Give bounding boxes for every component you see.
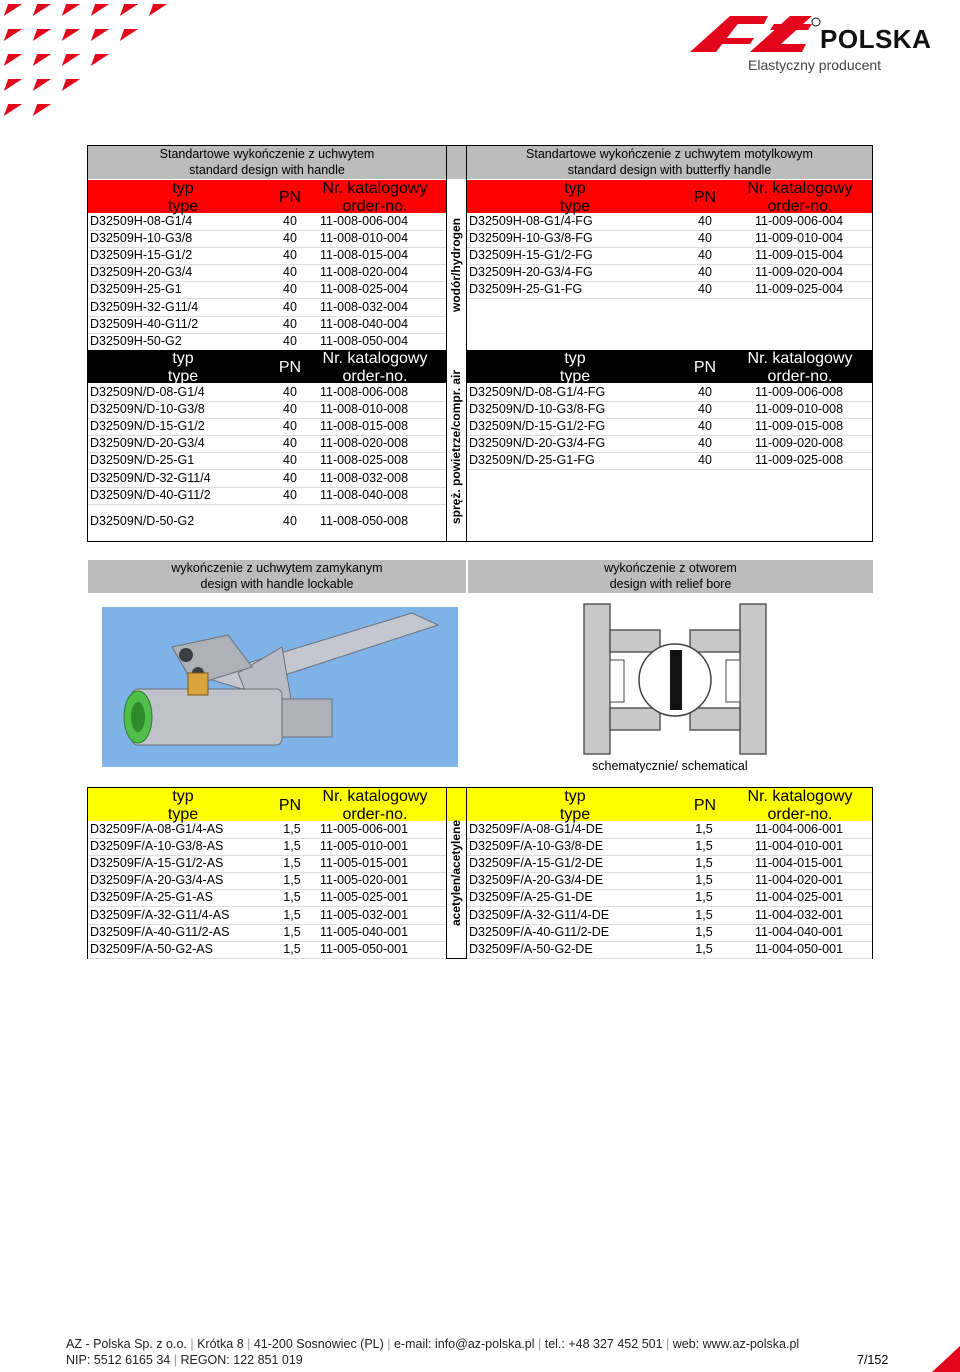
pn-cell: 40 <box>283 316 297 331</box>
order-no-cell: 11-008-010-004 <box>320 231 409 246</box>
decor-arrow-icon <box>91 54 109 66</box>
decorative-arrow-pattern <box>0 0 200 120</box>
pn-cell: 1,5 <box>695 890 713 905</box>
table-row <box>88 247 446 265</box>
order-no-cell: 11-009-020-004 <box>755 265 844 280</box>
table-row <box>88 418 446 436</box>
decor-arrow-icon <box>33 79 51 91</box>
decor-arrow-icon <box>33 54 51 66</box>
corner-arrow-icon <box>932 1346 960 1372</box>
order-no-cell: 11-009-010-004 <box>755 231 844 246</box>
footer-item: NIP: 5512 6165 34 <box>66 1353 171 1367</box>
type-cell: D32509H-20-G3/4-FG <box>469 265 593 280</box>
type-cell: D32509F/A-50-G2-DE <box>469 941 593 956</box>
table-row <box>467 907 872 925</box>
col-header-yellow-right <box>467 788 872 821</box>
table-row <box>88 821 446 839</box>
table-row <box>467 889 872 907</box>
pn-cell: 40 <box>283 514 297 528</box>
side-label-air: spręż. powietrze/compr. air <box>449 369 463 524</box>
pn-cell: 1,5 <box>283 941 301 956</box>
decor-arrow-icon <box>120 4 138 16</box>
order-no-cell: 11-009-006-004 <box>755 214 844 228</box>
table-row <box>467 384 872 402</box>
pn-cell: 40 <box>283 214 297 228</box>
order-no-cell: 11-009-015-004 <box>755 248 844 263</box>
decor-arrow-icon <box>62 29 80 41</box>
table-row <box>88 384 446 402</box>
col-typ-label: typ type <box>559 180 591 215</box>
footer-separator: | <box>243 1337 254 1351</box>
decor-arrow-icon <box>33 4 51 16</box>
top-right-header-pl: Standartowe wykończenie z uchwytem motylkowym <box>526 147 813 161</box>
col-typ-label: typ type <box>167 180 199 215</box>
pn-cell: 1,5 <box>695 924 713 939</box>
order-no-cell: 11-008-020-008 <box>320 436 409 451</box>
col-pn-label: PN <box>693 189 717 206</box>
table-row <box>88 401 446 419</box>
col-header-red-left <box>88 180 446 213</box>
schematic-caption: schematycznie/ schematical <box>592 759 748 773</box>
pn-cell: 40 <box>283 470 297 485</box>
order-no-cell: 11-009-020-008 <box>755 436 844 451</box>
footer-separator: | <box>170 1353 181 1367</box>
footer-separator: | <box>534 1337 545 1351</box>
table-row <box>88 941 446 959</box>
pn-cell: 40 <box>283 265 297 280</box>
order-no-cell: 11-008-006-008 <box>320 385 409 399</box>
top-left-header-pl: Standartowe wykończenie z uchwytem <box>159 147 375 161</box>
table-row <box>88 924 446 942</box>
type-cell: D32509F/A-10-G3/8-AS <box>90 839 224 854</box>
col-nr-label: Nr. katalogowy order-no. <box>322 180 428 215</box>
order-no-cell: 11-004-006-001 <box>755 822 844 836</box>
type-cell: D32509N/D-10-G3/8-FG <box>469 402 606 417</box>
table-row <box>467 924 872 942</box>
lockable-header-pl: wykończenie z uchwytem zamykanym <box>171 561 383 575</box>
table-row <box>88 213 446 231</box>
table-row <box>467 941 872 959</box>
footer-item: AZ - Polska Sp. z o.o. <box>66 1337 187 1351</box>
order-no-cell: 11-005-032-001 <box>320 907 409 922</box>
type-cell: D32509H-32-G11/4 <box>90 299 199 314</box>
type-cell: D32509N/D-40-G11/2 <box>90 487 211 502</box>
decor-arrow-icon <box>4 79 22 91</box>
type-cell: D32509N/D-08-G1/4 <box>90 385 205 399</box>
type-cell: D32509F/A-50-G2-AS <box>90 941 213 956</box>
order-no-cell: 11-008-025-008 <box>320 453 409 468</box>
type-cell: D32509H-40-G11/2 <box>90 316 199 331</box>
col-pn-label: PN <box>693 797 717 814</box>
decor-arrow-icon <box>62 4 80 16</box>
pn-cell: 1,5 <box>283 839 301 854</box>
table-row <box>88 333 446 351</box>
decor-arrow-icon <box>4 104 22 116</box>
footer-item: tel.: +48 327 452 501 <box>544 1337 663 1351</box>
type-cell: D32509F/A-40-G11/2-AS <box>90 924 230 939</box>
pn-cell: 1,5 <box>695 907 713 922</box>
type-cell: D32509N/D-10-G3/8 <box>90 402 205 417</box>
order-no-cell: 11-004-040-001 <box>755 924 844 939</box>
type-cell: D32509H-25-G1 <box>90 282 182 297</box>
col-header-yellow-gap <box>447 788 466 821</box>
order-no-cell: 11-004-050-001 <box>755 941 844 956</box>
relief-bore-schematic-image <box>580 600 770 760</box>
type-cell: D32509N/D-20-G3/4-FG <box>469 436 606 451</box>
col-header-yellow-left <box>88 788 446 821</box>
type-cell: D32509F/A-32-G11/4-AS <box>90 907 230 922</box>
order-no-cell: 11-004-015-001 <box>755 856 844 871</box>
table-row <box>467 838 872 856</box>
table-row <box>88 889 446 907</box>
table-row <box>467 230 872 248</box>
order-no-cell: 11-009-025-004 <box>755 282 844 297</box>
type-cell: D32509F/A-15-G1/2-AS <box>90 856 224 871</box>
order-no-cell: 11-008-015-004 <box>320 248 409 263</box>
top-section-divider <box>446 145 447 542</box>
order-no-cell: 11-004-032-001 <box>755 907 844 922</box>
table-row <box>88 487 446 505</box>
pn-cell: 1,5 <box>283 924 301 939</box>
pn-cell: 1,5 <box>283 856 301 871</box>
pn-cell: 1,5 <box>695 839 713 854</box>
decor-arrow-icon <box>62 54 80 66</box>
type-cell: D32509F/A-08-G1/4-DE <box>469 822 604 836</box>
pn-cell: 1,5 <box>695 941 713 956</box>
col-header-black-right <box>467 350 872 383</box>
pn-cell: 40 <box>698 214 712 228</box>
lockable-header-en: design with handle lockable <box>200 577 354 591</box>
order-no-cell: 11-004-020-001 <box>755 873 844 888</box>
type-cell: D32509H-10-G3/8-FG <box>469 231 593 246</box>
type-cell: D32509H-25-G1-FG <box>469 282 583 297</box>
order-no-cell: 11-008-010-008 <box>320 402 409 417</box>
order-no-cell: 11-009-015-008 <box>755 419 844 434</box>
decor-arrow-icon <box>149 4 167 16</box>
pn-cell: 40 <box>283 231 297 246</box>
col-pn-label: PN <box>278 797 302 814</box>
page-number: 7/152 <box>857 1353 889 1367</box>
top-left-header <box>88 146 446 179</box>
side-label-hydrogen: wodór/hydrogen <box>449 218 463 312</box>
type-cell: D32509F/A-20-G3/4-DE <box>469 873 604 888</box>
type-cell: D32509F/A-32-G11/4-DE <box>469 907 610 922</box>
type-cell: D32509F/A-15-G1/2-DE <box>469 856 604 871</box>
brand-tagline: Elastyczny producent <box>748 57 882 73</box>
table-row <box>88 435 446 453</box>
relief-bore-header-en: design with relief bore <box>609 577 732 591</box>
pn-cell: 40 <box>698 265 712 280</box>
decor-arrow-icon <box>91 29 109 41</box>
type-cell: D32509N/D-32-G11/4 <box>90 470 211 485</box>
order-no-cell: 11-004-010-001 <box>755 839 844 854</box>
order-no-cell: 11-008-032-004 <box>320 299 409 314</box>
table-row <box>467 213 872 231</box>
table-row <box>467 418 872 436</box>
col-typ-label: typ type <box>167 788 199 823</box>
col-typ-label: typ type <box>167 350 199 385</box>
col-pn-label: PN <box>278 189 302 206</box>
order-no-cell: 11-008-006-004 <box>320 214 409 228</box>
type-cell: D32509F/A-25-G1-DE <box>469 890 593 905</box>
type-cell: D32509N/D-25-G1-FG <box>469 453 595 468</box>
pn-cell: 40 <box>283 419 297 434</box>
table-row <box>467 872 872 890</box>
table-row <box>88 264 446 282</box>
top-left-header-en: standard design with handle <box>189 163 345 177</box>
table-row <box>467 264 872 282</box>
col-nr-label: Nr. katalogowy order-no. <box>747 788 853 823</box>
table-row <box>88 855 446 873</box>
col-typ-label: typ type <box>559 350 591 385</box>
pn-cell: 40 <box>698 385 712 399</box>
decor-arrow-icon <box>120 29 138 41</box>
type-cell: D32509F/A-10-G3/8-DE <box>469 839 604 854</box>
pn-cell: 40 <box>698 419 712 434</box>
order-no-cell: 11-008-040-004 <box>320 316 409 331</box>
col-nr-label: Nr. katalogowy order-no. <box>322 788 428 823</box>
pn-cell: 40 <box>283 282 297 297</box>
col-pn-label: PN <box>693 359 717 376</box>
type-cell: D32509H-50-G2 <box>90 333 182 348</box>
side-label-acetylene: acetylen/acetylene <box>449 819 463 926</box>
table-row <box>467 821 872 839</box>
footer-separator: | <box>662 1337 673 1351</box>
pn-cell: 40 <box>283 453 297 468</box>
type-cell: D32509H-15-G1/2-FG <box>469 248 593 263</box>
company-logo <box>690 10 930 80</box>
pn-cell: 40 <box>283 299 297 314</box>
order-no-cell: 11-004-025-001 <box>755 890 844 905</box>
type-cell: D32509N/D-08-G1/4-FG <box>469 385 606 399</box>
order-no-cell: 11-005-006-001 <box>320 822 409 836</box>
table-row <box>88 907 446 925</box>
col-nr-label: Nr. katalogowy order-no. <box>747 180 853 215</box>
order-no-cell: 11-008-050-004 <box>320 333 409 348</box>
decor-arrow-icon <box>62 79 80 91</box>
order-no-cell: 11-005-015-001 <box>320 856 409 871</box>
table-row <box>467 281 872 299</box>
pn-cell: 1,5 <box>283 890 301 905</box>
table-row <box>467 247 872 265</box>
type-cell: D32509H-20-G3/4 <box>90 265 193 280</box>
brand-name: POLSKA <box>820 24 932 54</box>
type-cell: D32509H-08-G1/4-FG <box>469 214 593 228</box>
col-header-red-right <box>467 180 872 213</box>
pn-cell: 40 <box>283 385 297 399</box>
order-no-cell: 11-005-040-001 <box>320 924 409 939</box>
table-row <box>88 838 446 856</box>
order-no-cell: 11-005-020-001 <box>320 873 409 888</box>
table-row <box>88 316 446 334</box>
top-right-header <box>467 146 872 179</box>
order-no-cell: 11-005-025-001 <box>320 890 409 905</box>
type-cell: D32509N/D-25-G1 <box>90 453 195 468</box>
pn-cell: 40 <box>698 436 712 451</box>
footer-separator: | <box>383 1337 394 1351</box>
order-no-cell: 11-008-015-008 <box>320 419 409 434</box>
type-cell: D32509F/A-20-G3/4-AS <box>90 873 224 888</box>
order-no-cell: 11-009-025-008 <box>755 453 844 468</box>
table-row <box>467 401 872 419</box>
pn-cell: 40 <box>698 231 712 246</box>
pn-cell: 40 <box>283 248 297 263</box>
pn-cell: 40 <box>698 453 712 468</box>
pn-cell: 40 <box>698 402 712 417</box>
footer-item: Krótka 8 <box>197 1337 244 1351</box>
type-cell: D32509F/A-08-G1/4-AS <box>90 822 224 836</box>
type-cell: D32509N/D-15-G1/2 <box>90 419 205 434</box>
decor-arrow-icon <box>91 4 109 16</box>
pn-cell: 1,5 <box>283 873 301 888</box>
pn-cell: 40 <box>283 333 297 348</box>
middle-divider <box>466 560 467 593</box>
pn-cell: 40 <box>698 248 712 263</box>
decor-arrow-icon <box>33 104 51 116</box>
pn-cell: 1,5 <box>695 822 713 836</box>
pn-cell: 40 <box>698 282 712 297</box>
type-cell: D32509H-10-G3/8 <box>90 231 193 246</box>
top-right-header-en: standard design with butterfly handle <box>567 163 772 177</box>
col-header-black-left <box>88 350 446 383</box>
order-no-cell: 11-005-050-001 <box>320 941 409 956</box>
lockable-header <box>88 560 467 593</box>
type-cell: D32509N/D-20-G3/4 <box>90 436 205 451</box>
table-row <box>467 435 872 453</box>
type-cell: D32509N/D-15-G1/2-FG <box>469 419 606 434</box>
table-row <box>88 470 446 488</box>
pn-cell: 40 <box>283 402 297 417</box>
pn-cell: 1,5 <box>283 822 301 836</box>
decor-arrow-icon <box>33 29 51 41</box>
decor-arrow-icon <box>4 54 22 66</box>
order-no-cell: 11-008-040-008 <box>320 487 409 502</box>
order-no-cell: 11-009-006-008 <box>755 385 844 399</box>
col-nr-label: Nr. katalogowy order-no. <box>322 350 428 385</box>
footer-separator: | <box>186 1337 198 1351</box>
footer-item: 41-200 Sosnowiec (PL) <box>253 1337 384 1351</box>
pn-cell: 40 <box>283 487 297 502</box>
footer-line-2 <box>66 1353 303 1367</box>
order-no-cell: 11-008-025-004 <box>320 282 409 297</box>
decor-arrow-icon <box>4 29 22 41</box>
ball-valve-lockable-image <box>102 607 458 767</box>
order-no-cell: 11-008-032-008 <box>320 470 409 485</box>
table-row <box>467 855 872 873</box>
order-no-cell: 11-005-010-001 <box>320 839 409 854</box>
order-no-cell: 11-008-020-004 <box>320 265 409 280</box>
pn-cell: 40 <box>283 436 297 451</box>
pn-cell: 1,5 <box>695 873 713 888</box>
type-cell: D32509F/A-40-G11/2-DE <box>469 924 610 939</box>
type-cell: D32509H-08-G1/4 <box>90 214 193 228</box>
table-row <box>88 281 446 299</box>
footer-item[interactable]: e-mail: info@az-polska.pl <box>394 1337 535 1351</box>
table-row <box>88 452 446 470</box>
col-typ-label: typ type <box>559 788 591 823</box>
type-cell: D32509F/A-25-G1-AS <box>90 890 213 905</box>
order-no-cell: 11-008-050-008 <box>320 514 409 528</box>
footer-line-1 <box>66 1337 799 1351</box>
table-row <box>88 513 446 530</box>
footer-item: REGON: 122 851 019 <box>180 1353 303 1367</box>
footer-item[interactable]: web: www.az-polska.pl <box>672 1337 800 1351</box>
type-cell: D32509N/D-50-G2 <box>90 514 195 528</box>
table-row <box>88 872 446 890</box>
type-cell: D32509H-15-G1/2 <box>90 248 193 263</box>
pn-cell: 1,5 <box>283 907 301 922</box>
top-gap-header <box>447 146 466 179</box>
table-row <box>88 299 446 317</box>
relief-bore-header <box>467 560 873 593</box>
col-pn-label: PN <box>278 359 302 376</box>
pn-cell: 1,5 <box>695 856 713 871</box>
order-no-cell: 11-009-010-008 <box>755 402 844 417</box>
col-nr-label: Nr. katalogowy order-no. <box>747 350 853 385</box>
table-row <box>467 452 872 470</box>
relief-bore-header-pl: wykończenie z otworem <box>604 561 737 575</box>
decor-arrow-icon <box>4 4 22 16</box>
table-row <box>88 230 446 248</box>
